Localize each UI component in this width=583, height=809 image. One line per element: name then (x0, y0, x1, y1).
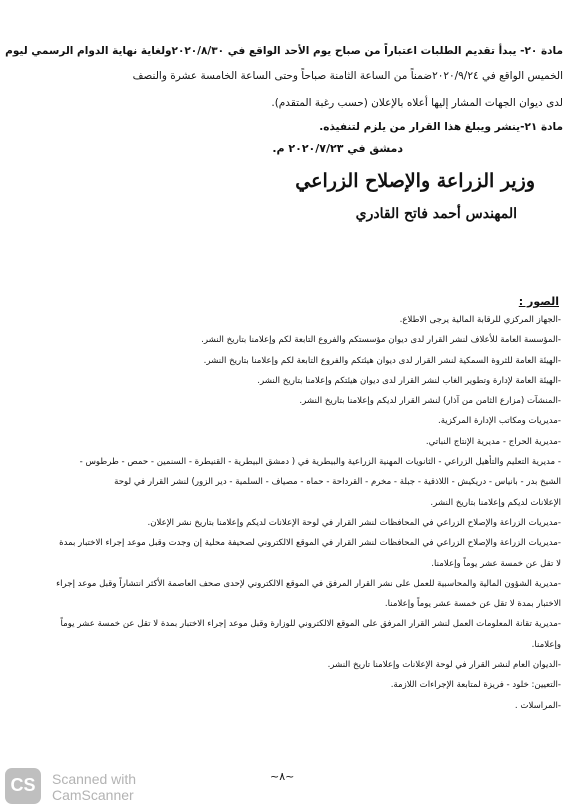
article-21: مادة ٢١-ينشر ويبلغ هذا القرار من يلزم لتنفيذه. (319, 121, 563, 133)
copies-item: الإعلانات لديكم وإعلامنا بتاريخ النشر. (430, 497, 561, 508)
copies-item: -المراسلات . (514, 700, 561, 711)
copies-item: -الجهاز المركزي للرقابة المالية يرجى الاطلاع. (399, 315, 561, 325)
article-20-line-3: لدى ديوان الجهات المشار إليها أعلاه بالإعلان (حسب رغبة المتقدم). (271, 97, 563, 109)
camscanner-logo-icon (5, 768, 41, 804)
copies-item: الاختبار بمدة لا تقل عن خمسة عشر يوماً وإعلامنا. (384, 599, 561, 610)
copies-item: -مديرية الشؤون المالية والمحاسبية للعمل على نشر القرار المرفق في الموقع الالكتروني لإحدى صحف العاصمة الأكثر انتشاراً وقبل موعد إجراء (56, 578, 561, 589)
date-line: دمشق في ٢٠٢٠/٧/٢٣ م. (272, 142, 403, 155)
copies-item: -مديريات ومكاتب الإدارة المركزية. (437, 416, 561, 427)
copies-item: -التعيين: خلود - فريزة لمتابعة الإجراءات اللازمة. (390, 680, 561, 691)
minister-name: المهندس أحمد فاتح القادري (355, 206, 517, 222)
copies-item: -مديريات الزراعة والإصلاح الزراعي في المحافظات لنشر القرار في لوحة الإعلانات لديكم وإعلامنا بتاريخ نشر الإعلان. (147, 517, 561, 528)
camscanner-logo-text: CS (10, 775, 36, 795)
copies-item: -مديرية تقانة المعلومات العمل لنشر القرار المرفق على الموقع الالكتروني للوزارة وقبل موعد إجراء الاختبار بمدة لا تقل عن خمسة عشر يوماً (60, 619, 561, 630)
copies-item: - مديرية التعليم والتأهيل الزراعي - الثانويات المهنية الزراعية والبيطرية في ( دمشق البيطرية - القنيطرة - السنمين - حمص - طرطوس - (79, 457, 561, 468)
copies-heading: الصور : (518, 295, 559, 308)
article-20-line-2: الخميس الواقع في ٢٠٢٠/٩/٢٤ضمناً من الساعة الثامنة صباحاً وحتى الساعة الخامسة عشرة والنصف (132, 70, 563, 82)
copies-item: -مديرية الحراج - مديرية الإنتاج النباتي. (425, 436, 561, 447)
scanner-line-1: Scanned with (52, 771, 137, 787)
copies-item: -المؤسسة العامة للأعلاف لنشر القرار لدى ديوان مؤسستكم والفروع التابعة لكم وإعلامنا بتاريخ النشر. (201, 335, 561, 346)
minister-title: وزير الزراعة والإصلاح الزراعي (295, 170, 535, 192)
scanner-line-2: CamScanner (52, 787, 134, 803)
copies-item: -الهيئة العامة لإدارة وتطوير الغاب لنشر القرار لدى ديوان هيئتكم وإعلامنا بتاريخ النشر. (257, 375, 561, 386)
copies-item: لا تقل عن خمسة عشر يوماً وإعلامنا. (431, 558, 561, 569)
copies-item: -الهيئة العامة للثروة السمكية لنشر القرار لدى ديوان هيئتكم والفروع التابعة لكم وإعلامنا بتاريخ النشر. (203, 355, 561, 366)
copies-item: -الديوان العام لنشر القرار في لوحة الإعلانات وإعلامنا تاريخ النشر. (327, 660, 561, 671)
copies-item: -مديريات الزراعة والإصلاح الزراعي في المحافظات لنشر القرار في الموقع الالكتروني لصحيفة محلية إن وجدت وقبل موعد إجراء الاختبار بمدة (59, 538, 561, 549)
copies-item: -المنشآت (مزارع الثامن من آذار) لنشر القرار لديكم وإعلامنا بتاريخ النشر. (299, 396, 561, 407)
page-number: ~٨~ (270, 770, 295, 783)
article-20-line-1: مادة ٢٠- يبدأ تقديم الطلبات اعتباراً من صباح يوم الأحد الواقع في ٢٠٢٠/٨/٣٠ولغاية نهاية الدوام الرسمي ليوم (5, 45, 563, 57)
copies-item: الشيخ بدر - بانياس - دريكيش - اللاذقية - جبلة - مخرم - القرداحة - حماه - مصياف - السلمية - دير الزور) لنشر القرار في لوحة (114, 477, 561, 488)
scanner-watermark (52, 771, 136, 803)
copies-item: وإعلامنا. (531, 639, 561, 650)
copies-list (16, 310, 561, 716)
